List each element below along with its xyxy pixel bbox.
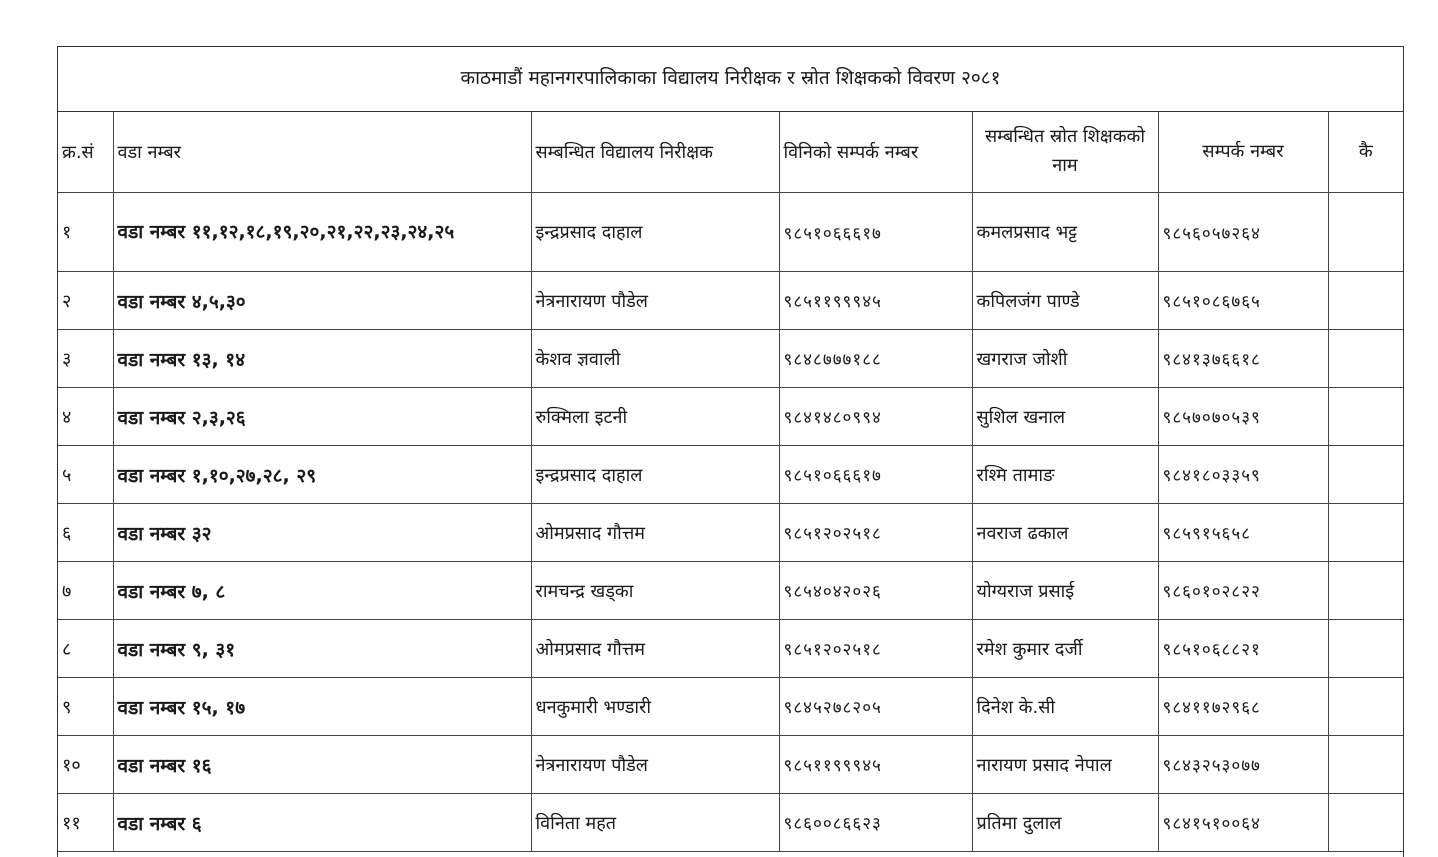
row-ward: वडा नम्बर २,३,२६ — [113, 388, 531, 446]
row-ward: वडा नम्बर ३२ — [113, 504, 531, 562]
row-ward: वडा नम्बर ४,५,३० — [113, 272, 531, 330]
document-sheet — [57, 46, 1404, 857]
row-inspector-phone: ९८५११९९९४५ — [779, 736, 972, 794]
staff-table — [58, 112, 1403, 852]
row-sn: २ — [58, 272, 113, 330]
row-sn: ७ — [58, 562, 113, 620]
row-teacher-phone: ९८४११७२९६८ — [1158, 678, 1328, 736]
row-remarks — [1328, 193, 1403, 272]
row-remarks — [1328, 736, 1403, 794]
table-row — [58, 330, 1403, 388]
row-remarks — [1328, 330, 1403, 388]
row-sn: ८ — [58, 620, 113, 678]
row-teacher: रश्मि तामाङ — [972, 446, 1158, 504]
row-inspector-phone: ९८६००८६६२३ — [779, 794, 972, 852]
row-ward: वडा नम्बर ९, ३१ — [113, 620, 531, 678]
row-remarks — [1328, 272, 1403, 330]
row-inspector: इन्द्रप्रसाद दाहाल — [531, 193, 779, 272]
row-teacher: नारायण प्रसाद नेपाल — [972, 736, 1158, 794]
row-inspector-phone: ९८५११९९९४५ — [779, 272, 972, 330]
row-ward: वडा नम्बर १५, १७ — [113, 678, 531, 736]
table-row — [58, 736, 1403, 794]
row-teacher-phone: ९८५१०६८८२१ — [1158, 620, 1328, 678]
row-sn: १० — [58, 736, 113, 794]
row-inspector-phone: ९८४५२७८२०५ — [779, 678, 972, 736]
row-inspector: धनकुमारी भण्डारी — [531, 678, 779, 736]
header-resource-teacher: सम्बन्धित स्रोत शिक्षकको नाम — [972, 112, 1158, 193]
row-remarks — [1328, 388, 1403, 446]
row-teacher: कमलप्रसाद भट्ट — [972, 193, 1158, 272]
row-inspector: रुक्मिला इटनी — [531, 388, 779, 446]
row-inspector: नेत्रनारायण पौडेल — [531, 736, 779, 794]
row-teacher: रमेश कुमार दर्जी — [972, 620, 1158, 678]
header-remarks: कै — [1328, 112, 1403, 193]
row-teacher: योग्यराज प्रसाई — [972, 562, 1158, 620]
table-row — [58, 794, 1403, 852]
row-remarks — [1328, 620, 1403, 678]
header-sn: क्र.सं — [58, 112, 113, 193]
table-row — [58, 193, 1403, 272]
header-inspector: सम्बन्धित विद्यालय निरीक्षक — [531, 112, 779, 193]
row-teacher-phone: ९८४१३७६६१८ — [1158, 330, 1328, 388]
row-inspector-phone: ९८४१४८०९९४ — [779, 388, 972, 446]
row-sn: ४ — [58, 388, 113, 446]
table-row — [58, 562, 1403, 620]
row-inspector-phone: ९८५१२०२५१८ — [779, 504, 972, 562]
row-teacher-phone: ९८५९१५६५८ — [1158, 504, 1328, 562]
row-teacher: सुशिल खनाल — [972, 388, 1158, 446]
row-teacher: दिनेश के.सी — [972, 678, 1158, 736]
row-teacher: कपिलजंग पाण्डे — [972, 272, 1158, 330]
row-teacher-phone: ९८५७०७०५३९ — [1158, 388, 1328, 446]
table-row — [58, 446, 1403, 504]
document-title: काठमाडौं महानगरपालिकाका विद्यालय निरीक्षक र स्रोत शिक्षकको विवरण २०८१ — [58, 47, 1403, 112]
row-teacher: प्रतिमा दुलाल — [972, 794, 1158, 852]
table-row — [58, 388, 1403, 446]
row-teacher-phone: ९८४३२५३०७७ — [1158, 736, 1328, 794]
row-inspector-phone: ९८५४०४२०२६ — [779, 562, 972, 620]
row-teacher-phone: ९८५१०८६७६५ — [1158, 272, 1328, 330]
row-sn: ५ — [58, 446, 113, 504]
table-row — [58, 678, 1403, 736]
row-ward: वडा नम्बर १,१०,२७,२८, २९ — [113, 446, 531, 504]
row-teacher: नवराज ढकाल — [972, 504, 1158, 562]
row-inspector: ओमप्रसाद गौत्तम — [531, 504, 779, 562]
row-sn: १ — [58, 193, 113, 272]
row-remarks — [1328, 678, 1403, 736]
row-ward: वडा नम्बर ६ — [113, 794, 531, 852]
row-inspector: रामचन्द्र खड्का — [531, 562, 779, 620]
row-remarks — [1328, 562, 1403, 620]
row-sn: ६ — [58, 504, 113, 562]
header-teacher-phone: सम्पर्क नम्बर — [1158, 112, 1328, 193]
row-sn: ३ — [58, 330, 113, 388]
row-teacher-phone: ९८६०१०२८२२ — [1158, 562, 1328, 620]
row-ward: वडा नम्बर ७, ८ — [113, 562, 531, 620]
table-row — [58, 620, 1403, 678]
row-inspector: इन्द्रप्रसाद दाहाल — [531, 446, 779, 504]
header-inspector-phone: विनिको सम्पर्क नम्बर — [779, 112, 972, 193]
table-row — [58, 272, 1403, 330]
row-inspector: नेत्रनारायण पौडेल — [531, 272, 779, 330]
header-ward: वडा नम्बर — [113, 112, 531, 193]
row-remarks — [1328, 504, 1403, 562]
row-remarks — [1328, 446, 1403, 504]
row-inspector-phone: ९८५१२०२५१८ — [779, 620, 972, 678]
row-teacher-phone: ९८५६०५७२६४ — [1158, 193, 1328, 272]
row-inspector: केशव ज्ञवाली — [531, 330, 779, 388]
row-inspector-phone: ९८४८७७७१८८ — [779, 330, 972, 388]
table-row — [58, 504, 1403, 562]
row-teacher-phone: ९८४१८०३३५९ — [1158, 446, 1328, 504]
row-sn: ११ — [58, 794, 113, 852]
row-sn: ९ — [58, 678, 113, 736]
header-row — [58, 112, 1403, 193]
row-inspector-phone: ९८५१०६६६१७ — [779, 446, 972, 504]
row-inspector: विनिता महत — [531, 794, 779, 852]
row-ward: वडा नम्बर ११,१२,१८,१९,२०,२१,२२,२३,२४,२५ — [113, 193, 531, 272]
row-teacher: खगराज जोशी — [972, 330, 1158, 388]
row-inspector-phone: ९८५१०६६६१७ — [779, 193, 972, 272]
row-ward: वडा नम्बर १३, १४ — [113, 330, 531, 388]
row-ward: वडा नम्बर १६ — [113, 736, 531, 794]
row-remarks — [1328, 794, 1403, 852]
row-inspector: ओमप्रसाद गौत्तम — [531, 620, 779, 678]
row-teacher-phone: ९८४१५१००६४ — [1158, 794, 1328, 852]
